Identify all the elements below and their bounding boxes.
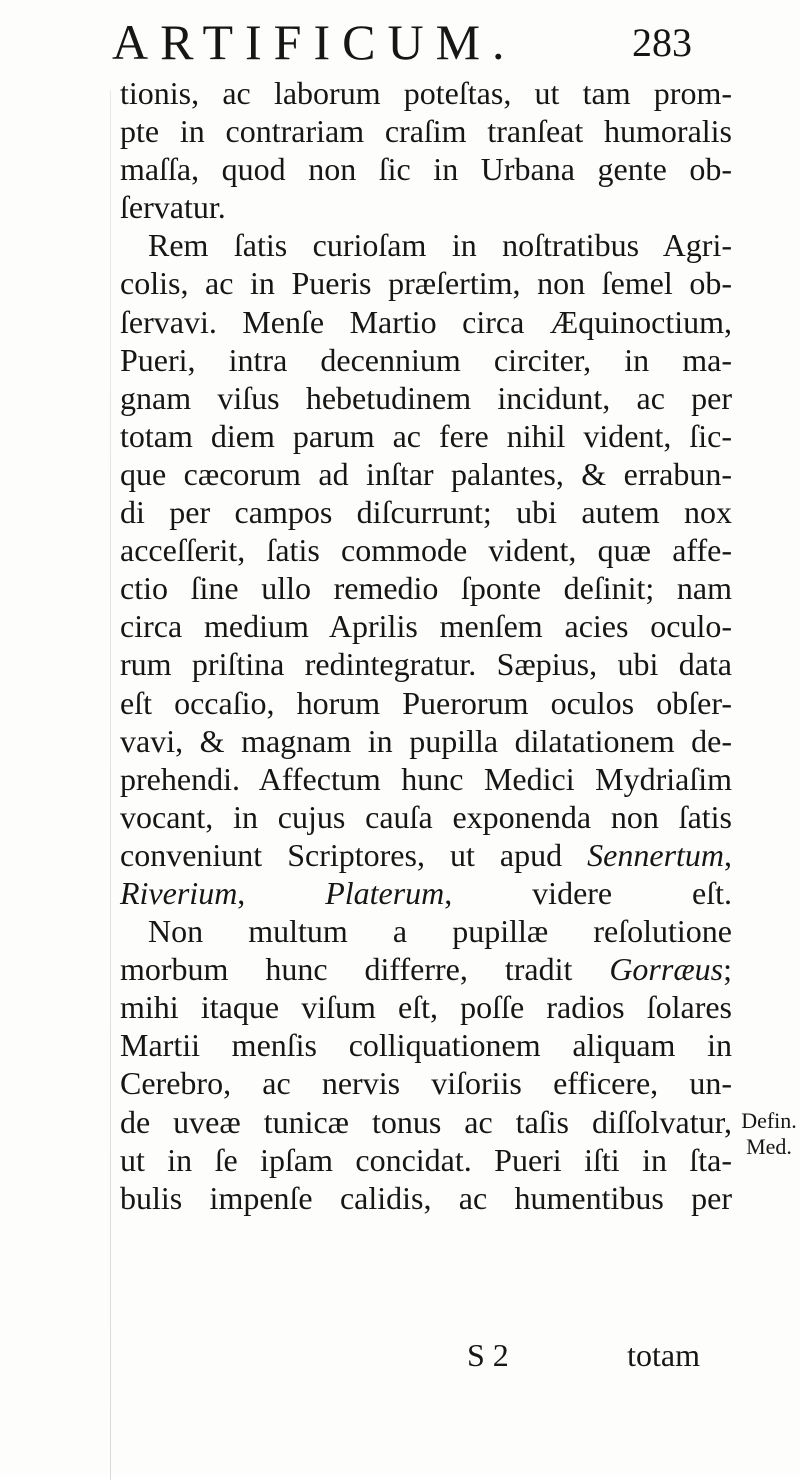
text-line: vavi, & magnam in pupilla dilatationem de- (120, 722, 732, 759)
text-line: Riverium, Platerum, videre eſt. (120, 874, 732, 911)
text-line: totam diem parum ac fere nihil vident, ſic- (120, 417, 732, 454)
running-title: ARTIFICUM. (112, 14, 517, 70)
text-line: vocant, in cujus cauſa exponenda non ſatis (120, 798, 732, 835)
text-line: de uveæ tunicæ tonus ac taſis diſſolvatur, (120, 1103, 732, 1140)
author-name: Gorræus (609, 951, 724, 988)
text-line: Non multum a pupillæ reſolutione (148, 913, 732, 950)
text-line: mihi itaque viſum eſt, poſſe radios ſolares (120, 989, 732, 1026)
author-name: Platerum (325, 874, 445, 911)
text-line: Rem ſatis curioſam in noſtratibus Agri- (148, 227, 732, 264)
text-line: ctio ſine ullo remedio ſponte deſinit; nam (120, 570, 732, 607)
text-line: ut in ſe ipſam concidat. Pueri iſti in ſta- (120, 1141, 732, 1178)
text-line: Pueri, intra decennium circiter, in ma- (120, 341, 732, 378)
text-line: gnam viſus hebetudinem incidunt, ac per (120, 379, 732, 416)
text-line: morbum hunc differre, tradit Gorræus; (120, 951, 733, 988)
text-line: Cerebro, ac nervis viſoriis efficere, un- (120, 1065, 732, 1102)
running-head (112, 12, 692, 72)
text-line: ſervavi. Menſe Martio circa Æquinoctium, (120, 303, 732, 340)
text-line: eſt occaſio, horum Puerorum oculos obſer- (120, 684, 732, 721)
text-line: di per campos diſcurrunt; ubi autem nox (120, 494, 732, 531)
page-shadow (110, 90, 111, 1480)
text-line: rum priſtina redintegratur. Sæpius, ubi data (120, 646, 732, 683)
text-segment: morbum hunc differre, tradit (120, 951, 573, 988)
page-number: 283 (632, 20, 692, 65)
catchword: totam (627, 1337, 700, 1373)
body-text (120, 74, 732, 1217)
text-line: prehendi. Affectum hunc Medici Mydriaſim (120, 760, 732, 797)
margin-note (740, 1108, 798, 1160)
text-line: Martii menſis colliquationem aliquam in (120, 1027, 732, 1064)
text-line: circa medium Aprilis menſem acies oculo- (120, 608, 732, 645)
text-line: colis, ac in Pueris præſertim, non ſemel ob- (120, 265, 732, 302)
signature-mark: S 2 (467, 1337, 509, 1373)
text-line: bulis impenſe calidis, ac humentibus per (120, 1179, 732, 1216)
text-line: pte in contrariam craſim tranſeat humoralis (120, 113, 732, 150)
text-line: conveniunt Scriptores, ut apud Sennertum, (120, 836, 733, 873)
text-segment: conveniunt Scriptores, ut apud (120, 836, 563, 873)
text-line: acceſſerit, ſatis commode vident, quæ affe- (120, 532, 732, 569)
page-footer (120, 1335, 732, 1375)
text-segment: videre eſt. (532, 874, 732, 911)
text-line: que cæcorum ad inſtar palantes, & errabun- (120, 455, 732, 492)
margin-note-line: Med. (746, 1134, 792, 1159)
text-line: ſervatur. (120, 189, 226, 226)
author-name: Riverium (120, 874, 238, 911)
text-line: tionis, ac laborum poteſtas, ut tam prom- (120, 75, 732, 111)
margin-note-line: Defin. (741, 1108, 797, 1133)
author-name: Sennertum (587, 836, 725, 873)
text-line: maſſa, quod non ſic in Urbana gente ob- (120, 151, 732, 188)
